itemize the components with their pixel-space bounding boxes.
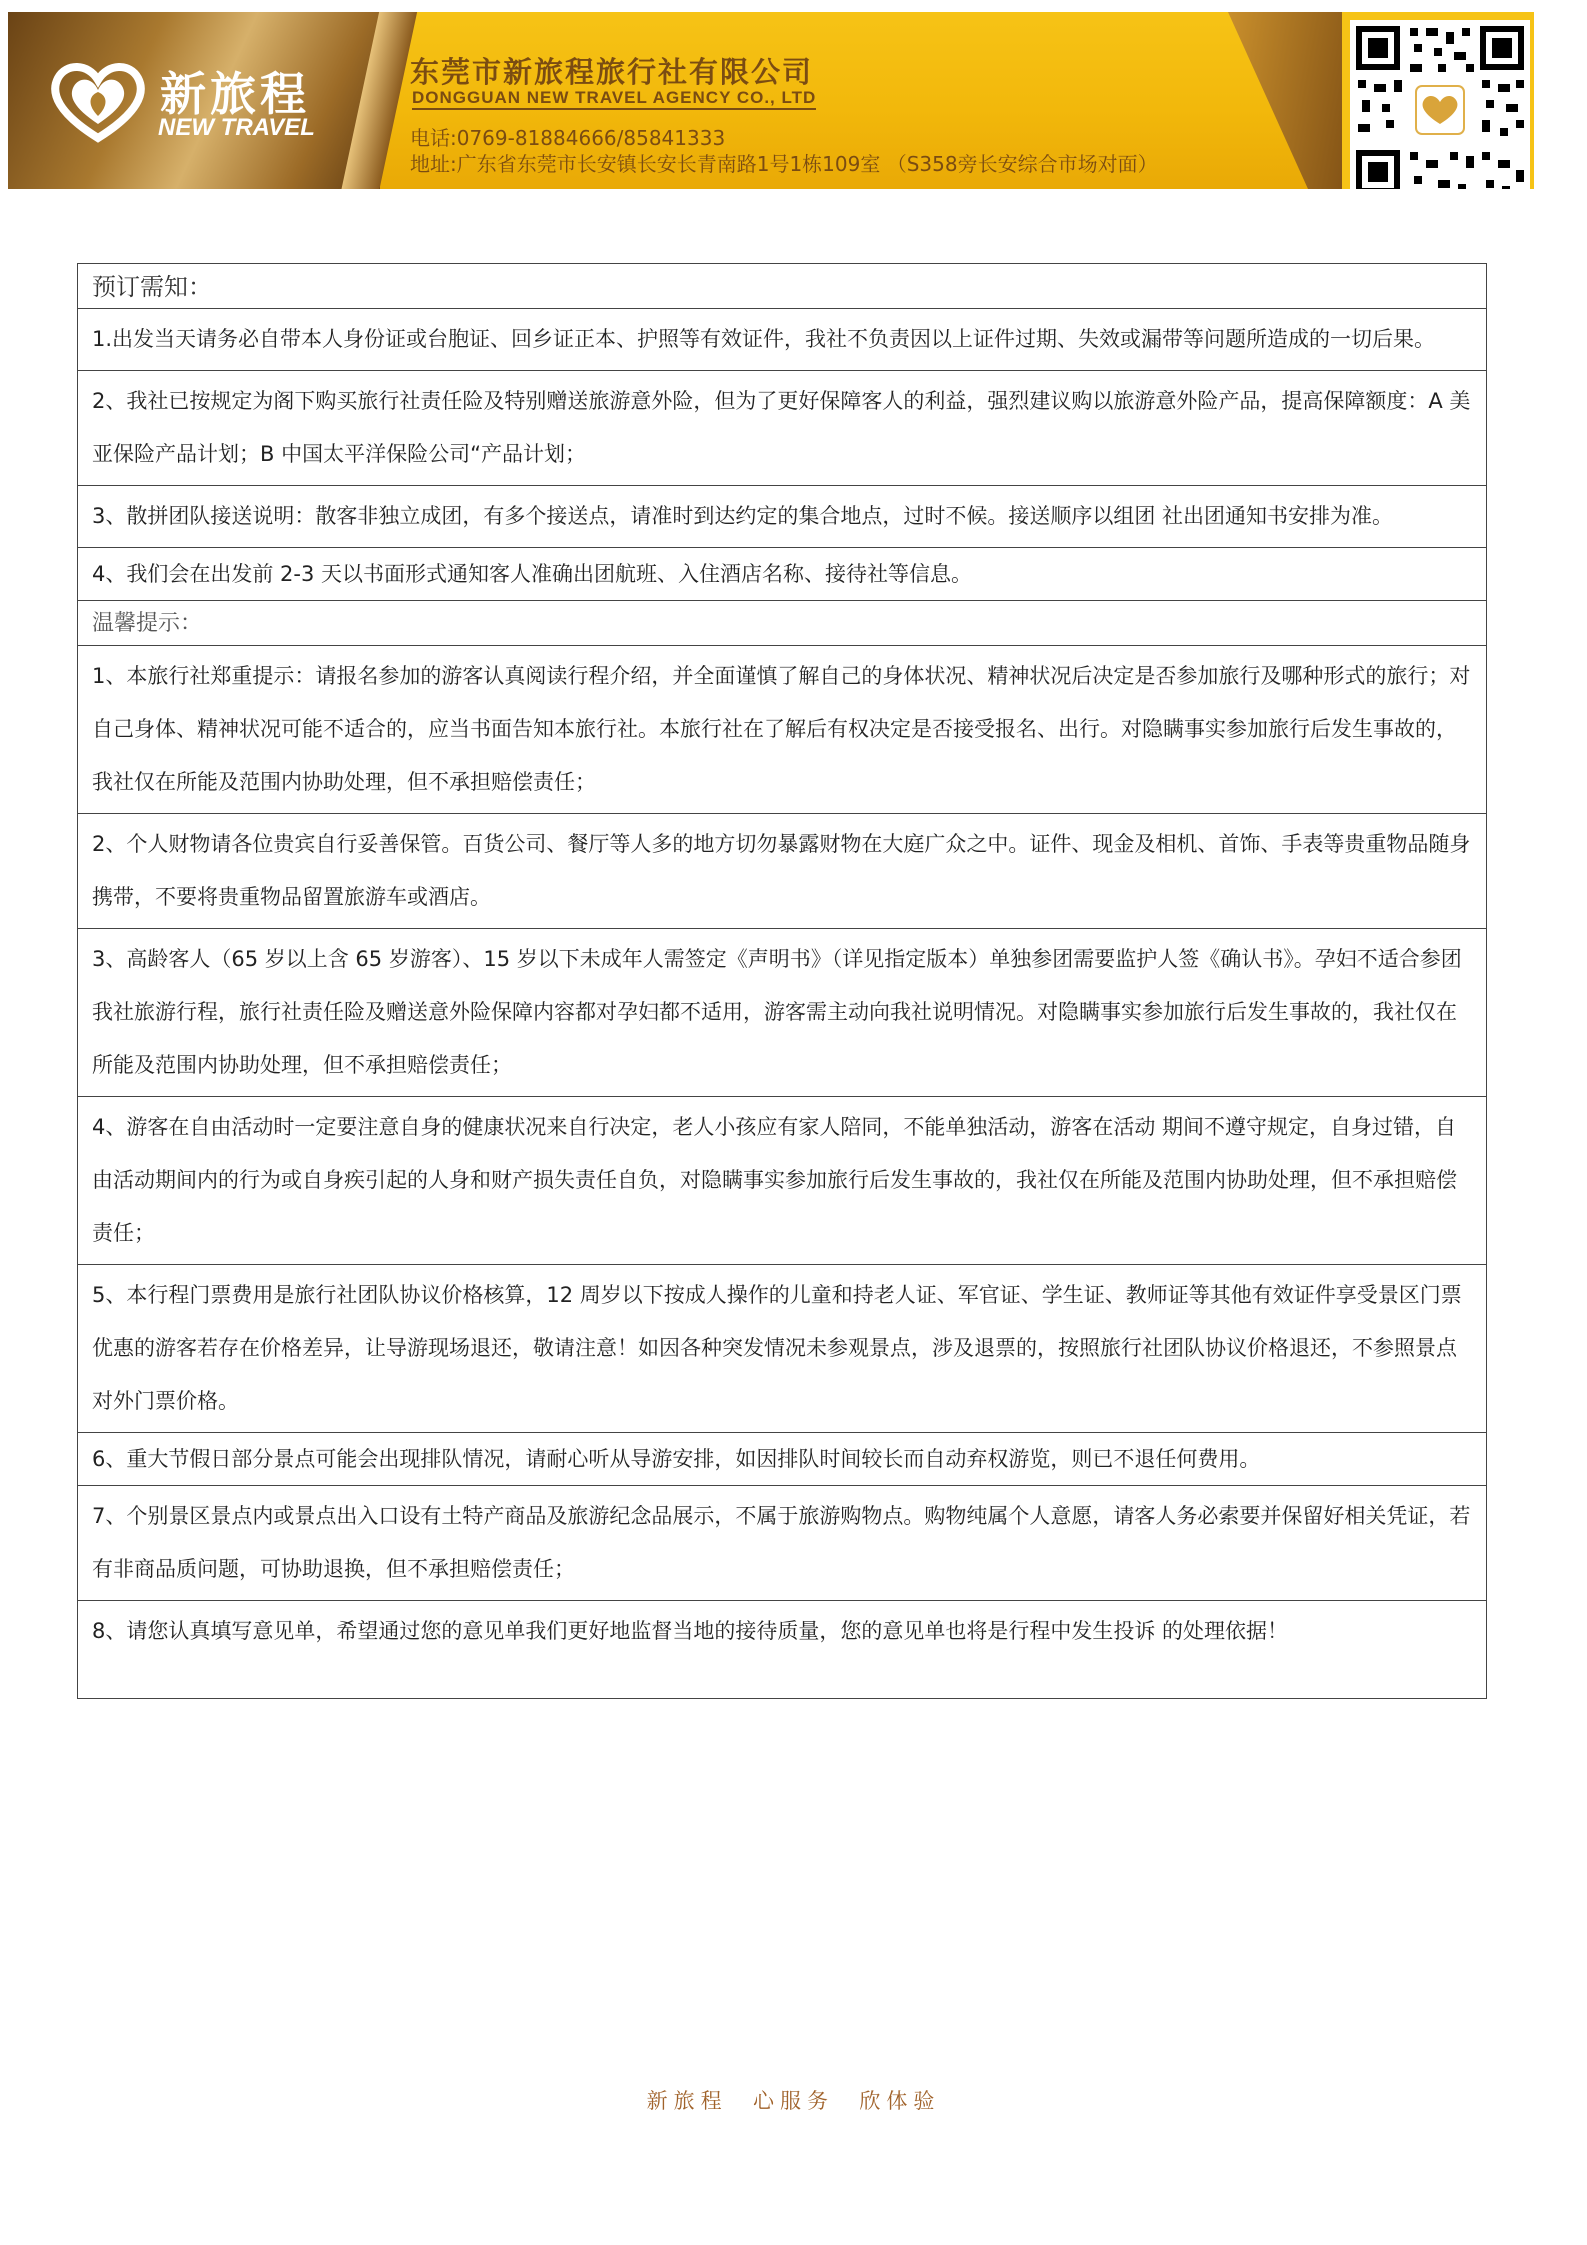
booking-item-1: 1.出发当天请务必自带本人身份证或台胞证、回乡证正本、护照等有效证件，我社不负责因以上证件过期、失效或漏带等问题所造成的一切后果。 [78, 309, 1486, 371]
tip-item-3: 3、高龄客人（65 岁以上含 65 岁游客）、15 岁以下未成年人需签定《声明书》（详见指定版本）单独参团需要监护人签《确认书》。孕妇不适合参团我社旅游行程，旅行社责任险及赠送意外险保障内容都对孕妇都不适用，游客需主动向我社说明情况。对隐瞒事实参加旅行后发生事故的，我社仅在所能及范围内协助处理，但不承担赔偿责任； [78, 929, 1486, 1097]
booking-item-4: 4、我们会在出发前 2-3 天以书面形式通知客人准确出团航班、入住酒店名称、接待社等信息。 [78, 548, 1486, 601]
tip-item-2: 2、个人财物请各位贵宾自行妥善保管。百货公司、餐厅等人多的地方切勿暴露财物在大庭广众之中。证件、现金及相机、首饰、手表等贵重物品随身携带，不要将贵重物品留置旅游车或酒店。 [78, 814, 1486, 929]
logo-chinese-text: 新旅程 [160, 67, 310, 121]
booking-item-2: 2、我社已按规定为阁下购买旅行社责任险及特别赠送旅游意外险，但为了更好保障客人的利益，强烈建议购以旅游意外险产品，提高保障额度：A 美亚保险产品计划；B 中国太平洋保险公司“产品计划； [78, 371, 1486, 486]
company-name-en: DONGGUAN NEW TRAVEL AGENCY CO., LTD [412, 88, 816, 110]
booking-notice-title: 预订需知： [78, 264, 1486, 309]
company-logo [48, 58, 348, 148]
tip-item-6: 6、重大节假日部分景点可能会出现排队情况，请耐心听从导游安排，如因排队时间较长而自动弃权游览，则已不退任何费用。 [78, 1433, 1486, 1486]
qr-code-frame [1342, 12, 1534, 189]
company-address: 地址:广东省东莞市长安镇长安长青南路1号1栋109室 （S358旁长安综合市场对面） [410, 152, 1158, 176]
company-phone: 电话:0769-81884666/85841333 [410, 126, 726, 150]
tip-item-7: 7、个别景区景点内或景点出入口设有土特产商品及旅游纪念品展示，不属于旅游购物点。购物纯属个人意愿，请客人务必索要并保留好相关凭证，若有非商品质问题，可协助退换，但不承担赔偿责任； [78, 1486, 1486, 1601]
logo-english-text: NEW TRAVEL [158, 114, 315, 141]
tip-item-8: 8、请您认真填写意见单，希望通过您的意见单我们更好地监督当地的接待质量，您的意见单也将是行程中发生投诉 的处理依据！ [92, 1619, 1289, 1643]
tips-title: 温馨提示： [78, 601, 1486, 646]
tip-item-4: 4、游客在自由活动时一定要注意自身的健康状况来自行决定，老人小孩应有家人陪同，不能单独活动，游客在活动 期间不遵守规定，自身过错，自由活动期间内的行为或自身疾引起的人身和财产损失责任自负，对隐瞒事实参加旅行后发生事故的，我社仅在所能及范围内协助处理，但不承担赔偿责任； [78, 1097, 1486, 1265]
company-name-cn: 东莞市新旅程旅行社有限公司 [410, 55, 814, 89]
header-banner [8, 12, 1534, 189]
footer-slogan: 新旅程 心服务 欣体验 [646, 2089, 941, 2113]
booking-item-3: 3、散拼团队接送说明：散客非独立成团，有多个接送点，请准时到达约定的集合地点，过时不候。接送顺序以组团 社出团通知书安排为准。 [78, 486, 1486, 548]
tip-item-5: 5、本行程门票费用是旅行社团队协议价格核算，12 周岁以下按成人操作的儿童和持老人证、军官证、学生证、教师证等其他有效证件享受景区门票优惠的游客若存在价格差异，让导游现场退还，敬请注意！如因各种突发情况未参观景点，涉及退票的，按照旅行社团队协议价格退还，不参照景点对外门票价格。 [78, 1265, 1486, 1433]
tip-item-1: 1、本旅行社郑重提示：请报名参加的游客认真阅读行程介绍，并全面谨慎了解自己的身体状况、精神状况后决定是否参加旅行及哪种形式的旅行；对自己身体、精神状况可能不适合的，应当书面告知本旅行社。本旅行社在了解后有权决定是否接受报名、出行。对隐瞒事实参加旅行后发生事故的，我社仅在所能及范围内协助处理，但不承担赔偿责任； [78, 646, 1486, 814]
qr-code-graphic [1350, 20, 1530, 189]
heart-logo-icon [48, 58, 148, 144]
qr-code-icon [1350, 20, 1530, 189]
notice-table [77, 263, 1487, 1699]
